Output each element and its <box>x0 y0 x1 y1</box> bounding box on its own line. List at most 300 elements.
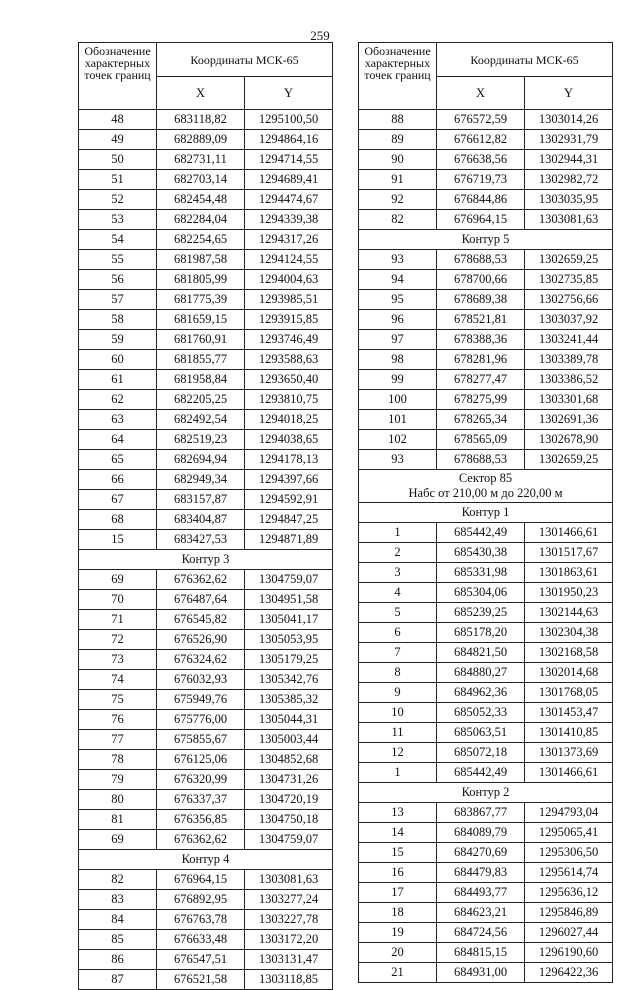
table-row <box>359 743 613 763</box>
point-number: 74 <box>79 670 157 690</box>
point-number: 76 <box>79 710 157 730</box>
coord-x: 676337,37 <box>157 790 245 810</box>
coord-x: 676320,99 <box>157 770 245 790</box>
coord-y: 1296027,44 <box>525 923 613 943</box>
point-number: 63 <box>79 410 157 430</box>
coord-x: 682519,23 <box>157 430 245 450</box>
coord-x: 678688,53 <box>437 450 525 470</box>
coord-x: 685442,49 <box>437 763 525 783</box>
table-row <box>79 970 333 990</box>
table-row <box>359 110 613 130</box>
coord-y: 1305342,76 <box>245 670 333 690</box>
coord-y: 1294474,67 <box>245 190 333 210</box>
coord-y: 1294124,55 <box>245 250 333 270</box>
page-number: 259 <box>310 28 330 43</box>
point-number: 96 <box>359 310 437 330</box>
coord-x: 685304,06 <box>437 583 525 603</box>
coord-x: 676356,85 <box>157 810 245 830</box>
coord-x: 683427,53 <box>157 530 245 550</box>
coord-y: 1303227,78 <box>245 910 333 930</box>
table-row <box>359 823 613 843</box>
coord-y: 1294714,55 <box>245 150 333 170</box>
point-number: 92 <box>359 190 437 210</box>
point-number: 14 <box>359 823 437 843</box>
table-row <box>79 590 333 610</box>
coord-y: 1302982,72 <box>525 170 613 190</box>
header-coords-title: Координаты МСК-65 <box>157 43 333 77</box>
point-number: 99 <box>359 370 437 390</box>
coord-y: 1303172,20 <box>245 930 333 950</box>
section-row <box>79 850 333 870</box>
sector-title <box>359 470 613 503</box>
table-row <box>79 130 333 150</box>
coord-x: 684962,36 <box>437 683 525 703</box>
section-title: Контур 3 <box>79 550 333 570</box>
section-title: Контур 1 <box>359 503 613 523</box>
point-number: 70 <box>79 590 157 610</box>
coord-y: 1294592,91 <box>245 490 333 510</box>
coord-x: 678700,66 <box>437 270 525 290</box>
table-row <box>79 570 333 590</box>
point-number: 59 <box>79 330 157 350</box>
coord-y: 1293746,49 <box>245 330 333 350</box>
point-number: 20 <box>359 943 437 963</box>
point-number: 51 <box>79 170 157 190</box>
coord-x: 676633,48 <box>157 930 245 950</box>
point-number: 49 <box>79 130 157 150</box>
table-row <box>359 583 613 603</box>
point-number: 102 <box>359 430 437 450</box>
coordinates-table-right <box>358 42 613 983</box>
coord-y: 1304852,68 <box>245 750 333 770</box>
point-number: 6 <box>359 623 437 643</box>
coord-y: 1295306,50 <box>525 843 613 863</box>
table-row <box>79 370 333 390</box>
point-number: 16 <box>359 863 437 883</box>
coord-y: 1301768,05 <box>525 683 613 703</box>
point-number: 98 <box>359 350 437 370</box>
coord-y: 1295100,50 <box>245 110 333 130</box>
point-number: 48 <box>79 110 157 130</box>
point-number: 10 <box>359 703 437 723</box>
coord-x: 676763,78 <box>157 910 245 930</box>
coord-x: 683867,77 <box>437 803 525 823</box>
coord-x: 682694,94 <box>157 450 245 470</box>
point-number: 65 <box>79 450 157 470</box>
table-row <box>359 723 613 743</box>
coord-y: 1294038,65 <box>245 430 333 450</box>
coord-x: 682731,11 <box>157 150 245 170</box>
table-row <box>359 863 613 883</box>
point-number: 3 <box>359 563 437 583</box>
point-number: 100 <box>359 390 437 410</box>
coord-y: 1293810,75 <box>245 390 333 410</box>
point-number: 61 <box>79 370 157 390</box>
coord-x: 684724,56 <box>437 923 525 943</box>
coord-y: 1301466,61 <box>525 523 613 543</box>
coord-y: 1303131,47 <box>245 950 333 970</box>
point-number: 13 <box>359 803 437 823</box>
coord-y: 1301466,61 <box>525 763 613 783</box>
coord-y: 1303389,78 <box>525 350 613 370</box>
coord-x: 676362,62 <box>157 830 245 850</box>
table-row <box>79 790 333 810</box>
table-row <box>79 210 333 230</box>
point-number: 56 <box>79 270 157 290</box>
point-number: 89 <box>359 130 437 150</box>
coord-x: 685430,38 <box>437 543 525 563</box>
coord-y: 1294004,63 <box>245 270 333 290</box>
coord-x: 676612,82 <box>437 130 525 150</box>
coord-y: 1302014,68 <box>525 663 613 683</box>
coord-x: 678521,81 <box>437 310 525 330</box>
table-row <box>79 310 333 330</box>
coord-x: 682254,65 <box>157 230 245 250</box>
table-row <box>79 350 333 370</box>
coord-x: 681855,77 <box>157 350 245 370</box>
coord-y: 1304720,19 <box>245 790 333 810</box>
coord-y: 1303081,63 <box>525 210 613 230</box>
table-row <box>79 170 333 190</box>
coord-x: 685442,49 <box>437 523 525 543</box>
coord-x: 683404,87 <box>157 510 245 530</box>
coord-x: 675949,76 <box>157 690 245 710</box>
table-row <box>359 270 613 290</box>
point-number: 15 <box>359 843 437 863</box>
coord-x: 682454,48 <box>157 190 245 210</box>
table-row <box>79 390 333 410</box>
table-row <box>79 870 333 890</box>
table-row <box>79 190 333 210</box>
table-row <box>359 763 613 783</box>
coord-x: 678688,53 <box>437 250 525 270</box>
table-row <box>359 603 613 623</box>
point-number: 55 <box>79 250 157 270</box>
coord-y: 1294339,38 <box>245 210 333 230</box>
coord-y: 1303014,26 <box>525 110 613 130</box>
coord-y: 1302691,36 <box>525 410 613 430</box>
point-number: 21 <box>359 963 437 983</box>
coord-x: 676487,64 <box>157 590 245 610</box>
table-row <box>79 530 333 550</box>
coord-y: 1305385,32 <box>245 690 333 710</box>
coord-y: 1294871,89 <box>245 530 333 550</box>
point-number: 73 <box>79 650 157 670</box>
coord-y: 1294847,25 <box>245 510 333 530</box>
point-number: 80 <box>79 790 157 810</box>
table-row <box>79 830 333 850</box>
point-number: 11 <box>359 723 437 743</box>
coord-x: 681775,39 <box>157 290 245 310</box>
table-row <box>79 330 333 350</box>
point-number: 2 <box>359 543 437 563</box>
point-number: 94 <box>359 270 437 290</box>
coord-x: 676844,86 <box>437 190 525 210</box>
coord-x: 685178,20 <box>437 623 525 643</box>
table-row <box>359 350 613 370</box>
table-row <box>79 710 333 730</box>
coord-x: 678277,47 <box>437 370 525 390</box>
coord-x: 676125,06 <box>157 750 245 770</box>
coord-x: 684821,50 <box>437 643 525 663</box>
table-row <box>359 663 613 683</box>
table-row <box>79 250 333 270</box>
point-number: 57 <box>79 290 157 310</box>
coord-x: 676521,58 <box>157 970 245 990</box>
coord-x: 676719,73 <box>437 170 525 190</box>
point-number: 54 <box>79 230 157 250</box>
table-row <box>359 703 613 723</box>
table-row <box>79 810 333 830</box>
coord-y: 1294864,16 <box>245 130 333 150</box>
coord-y: 1294018,25 <box>245 410 333 430</box>
coord-y: 1294178,13 <box>245 450 333 470</box>
point-number: 69 <box>79 830 157 850</box>
point-number: 68 <box>79 510 157 530</box>
table-row <box>359 130 613 150</box>
section-row <box>359 230 613 250</box>
table-row <box>79 730 333 750</box>
section-row <box>79 550 333 570</box>
section-title: Контур 4 <box>79 850 333 870</box>
point-number: 88 <box>359 110 437 130</box>
point-number: 93 <box>359 450 437 470</box>
coord-y: 1303301,68 <box>525 390 613 410</box>
coord-y: 1294689,41 <box>245 170 333 190</box>
point-number: 97 <box>359 330 437 350</box>
point-number: 58 <box>79 310 157 330</box>
point-number: 15 <box>79 530 157 550</box>
coord-x: 684623,21 <box>437 903 525 923</box>
table-row <box>359 210 613 230</box>
coord-y: 1302944,31 <box>525 150 613 170</box>
sector-row <box>359 470 613 503</box>
point-number: 81 <box>79 810 157 830</box>
table-row <box>359 543 613 563</box>
table-row <box>79 770 333 790</box>
coord-x: 683118,82 <box>157 110 245 130</box>
point-number: 82 <box>359 210 437 230</box>
point-number: 101 <box>359 410 437 430</box>
table-row <box>359 643 613 663</box>
coord-y: 1304750,18 <box>245 810 333 830</box>
coord-x: 685052,33 <box>437 703 525 723</box>
coord-y: 1305179,25 <box>245 650 333 670</box>
coord-y: 1295846,89 <box>525 903 613 923</box>
table-row <box>359 250 613 270</box>
coord-y: 1301863,61 <box>525 563 613 583</box>
table-row <box>359 430 613 450</box>
coord-y: 1303118,85 <box>245 970 333 990</box>
coord-x: 678281,96 <box>437 350 525 370</box>
table-row <box>79 110 333 130</box>
table-row <box>79 150 333 170</box>
coord-x: 676362,62 <box>157 570 245 590</box>
table-row <box>79 410 333 430</box>
coord-y: 1302931,79 <box>525 130 613 150</box>
coord-y: 1302168,58 <box>525 643 613 663</box>
table-row <box>79 890 333 910</box>
coord-y: 1296422,36 <box>525 963 613 983</box>
point-number: 71 <box>79 610 157 630</box>
coord-x: 684493,77 <box>437 883 525 903</box>
table-row <box>359 410 613 430</box>
coord-x: 682205,25 <box>157 390 245 410</box>
coord-y: 1303386,52 <box>525 370 613 390</box>
coord-y: 1305044,31 <box>245 710 333 730</box>
point-number: 84 <box>79 910 157 930</box>
table-row <box>79 270 333 290</box>
table-row <box>79 450 333 470</box>
coord-x: 676547,51 <box>157 950 245 970</box>
coord-x: 678388,36 <box>437 330 525 350</box>
point-number: 93 <box>359 250 437 270</box>
table-row <box>359 963 613 983</box>
coord-x: 682284,04 <box>157 210 245 230</box>
section-title: Контур 2 <box>359 783 613 803</box>
coord-x: 685063,51 <box>437 723 525 743</box>
coord-x: 682703,14 <box>157 170 245 190</box>
coord-x: 684089,79 <box>437 823 525 843</box>
point-number: 79 <box>79 770 157 790</box>
table-row <box>79 690 333 710</box>
coord-x: 676892,95 <box>157 890 245 910</box>
coord-x: 681987,58 <box>157 250 245 270</box>
point-number: 83 <box>79 890 157 910</box>
coord-x: 675776,00 <box>157 710 245 730</box>
coord-x: 684880,27 <box>437 663 525 683</box>
coord-x: 678275,99 <box>437 390 525 410</box>
coord-y: 1295614,74 <box>525 863 613 883</box>
coord-x: 676964,15 <box>157 870 245 890</box>
coord-y: 1293915,85 <box>245 310 333 330</box>
header-designation: Обозначение характерных точек границ <box>79 43 157 110</box>
table-row <box>359 330 613 350</box>
point-number: 90 <box>359 150 437 170</box>
point-number: 1 <box>359 763 437 783</box>
point-number: 12 <box>359 743 437 763</box>
header-coords-title: Координаты МСК-65 <box>437 43 613 77</box>
coord-y: 1293650,40 <box>245 370 333 390</box>
coord-y: 1304759,07 <box>245 830 333 850</box>
point-number: 18 <box>359 903 437 923</box>
coord-x: 682889,09 <box>157 130 245 150</box>
coord-y: 1301410,85 <box>525 723 613 743</box>
coord-y: 1302144,63 <box>525 603 613 623</box>
coord-y: 1302659,25 <box>525 250 613 270</box>
point-number: 19 <box>359 923 437 943</box>
point-number: 69 <box>79 570 157 590</box>
table-row <box>79 430 333 450</box>
point-number: 64 <box>79 430 157 450</box>
coord-x: 681659,15 <box>157 310 245 330</box>
coord-y: 1305003,44 <box>245 730 333 750</box>
coord-y: 1294317,26 <box>245 230 333 250</box>
table-row <box>79 750 333 770</box>
table-row <box>79 910 333 930</box>
coord-x: 684815,15 <box>437 943 525 963</box>
header-designation: Обозначение характерных точек границ <box>359 43 437 110</box>
table-row <box>359 803 613 823</box>
coord-x: 682949,34 <box>157 470 245 490</box>
coord-x: 678565,09 <box>437 430 525 450</box>
coord-y: 1293985,51 <box>245 290 333 310</box>
point-number: 60 <box>79 350 157 370</box>
coord-y: 1303277,24 <box>245 890 333 910</box>
table-row <box>359 370 613 390</box>
point-number: 77 <box>79 730 157 750</box>
point-number: 9 <box>359 683 437 703</box>
table-row <box>359 390 613 410</box>
coordinates-table-left <box>78 42 333 990</box>
table-row <box>79 650 333 670</box>
table-row <box>79 630 333 650</box>
coord-x: 684270,69 <box>437 843 525 863</box>
point-number: 8 <box>359 663 437 683</box>
coord-x: 681958,84 <box>157 370 245 390</box>
table-row <box>359 310 613 330</box>
table-row <box>359 290 613 310</box>
coord-y: 1303081,63 <box>245 870 333 890</box>
point-number: 62 <box>79 390 157 410</box>
coord-y: 1302735,85 <box>525 270 613 290</box>
point-number: 87 <box>79 970 157 990</box>
coord-x: 683157,87 <box>157 490 245 510</box>
point-number: 85 <box>79 930 157 950</box>
table-row <box>359 563 613 583</box>
coord-y: 1304731,26 <box>245 770 333 790</box>
table-body-left <box>79 110 333 990</box>
coord-x: 676032,93 <box>157 670 245 690</box>
coord-y: 1301453,47 <box>525 703 613 723</box>
section-row <box>359 783 613 803</box>
point-number: 91 <box>359 170 437 190</box>
coord-y: 1303037,92 <box>525 310 613 330</box>
point-number: 50 <box>79 150 157 170</box>
coord-y: 1302756,66 <box>525 290 613 310</box>
point-number: 78 <box>79 750 157 770</box>
coord-x: 685331,98 <box>437 563 525 583</box>
coord-y: 1293588,63 <box>245 350 333 370</box>
point-number: 86 <box>79 950 157 970</box>
table-row <box>79 670 333 690</box>
table-row <box>79 950 333 970</box>
table-row <box>79 230 333 250</box>
section-title: Контур 5 <box>359 230 613 250</box>
point-number: 4 <box>359 583 437 603</box>
coord-y: 1305041,17 <box>245 610 333 630</box>
point-number: 17 <box>359 883 437 903</box>
coord-x: 678689,38 <box>437 290 525 310</box>
coord-y: 1295065,41 <box>525 823 613 843</box>
table-row <box>359 450 613 470</box>
header-y: Y <box>245 77 333 110</box>
table-row <box>79 470 333 490</box>
coord-x: 685072,18 <box>437 743 525 763</box>
coord-y: 1296190,60 <box>525 943 613 963</box>
header-y: Y <box>525 77 613 110</box>
table-row <box>359 903 613 923</box>
point-number: 82 <box>79 870 157 890</box>
coord-x: 681760,91 <box>157 330 245 350</box>
coord-y: 1302678,90 <box>525 430 613 450</box>
coord-y: 1294793,04 <box>525 803 613 823</box>
table-row <box>359 523 613 543</box>
coord-x: 675855,67 <box>157 730 245 750</box>
table-row <box>79 610 333 630</box>
coord-x: 684931,00 <box>437 963 525 983</box>
coord-x: 682492,54 <box>157 410 245 430</box>
